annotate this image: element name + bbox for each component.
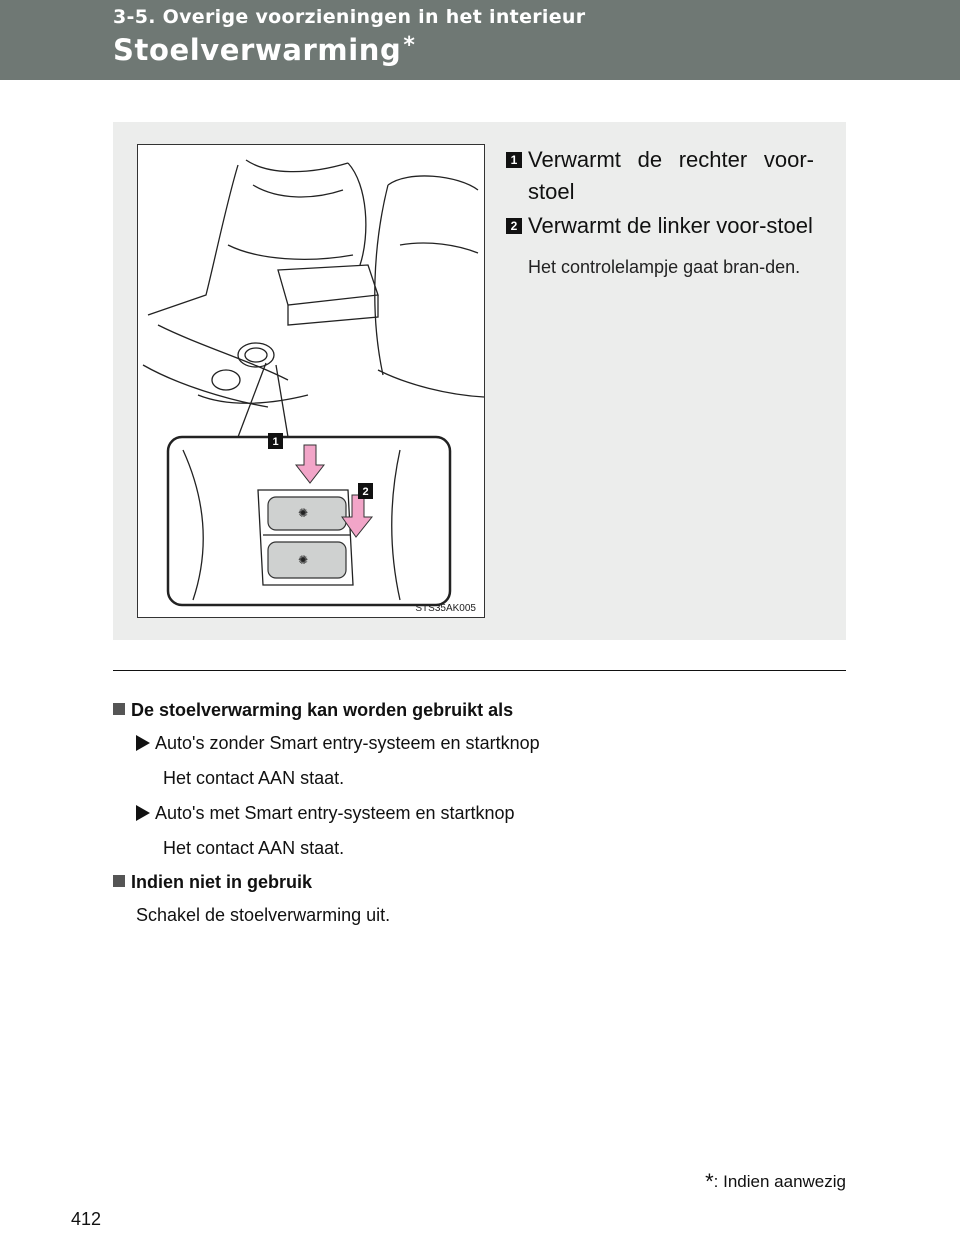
seat-heater-drawing	[138, 145, 484, 617]
condition-label-1: Auto's zonder Smart entry-systeem en startknop	[155, 733, 540, 753]
callout-leader-1	[238, 363, 266, 437]
page-title	[113, 33, 416, 67]
condition-label-2: Auto's met Smart entry-systeem en startknop	[155, 803, 515, 823]
condition-detail-1: Het contact AAN staat.	[163, 768, 345, 788]
left-seat-cushion-2	[143, 365, 268, 407]
legend-number-2: 2	[506, 218, 522, 234]
square-bullet-icon	[113, 703, 125, 715]
list-item	[113, 796, 846, 831]
press-arrow-1	[296, 445, 324, 483]
triangle-arrow-icon	[136, 735, 150, 751]
square-bullet-icon	[113, 875, 125, 887]
legend-text-2: Verwarmt de linker voor-stoel	[528, 213, 813, 238]
callout-label-2: 2	[362, 486, 369, 498]
not-in-use-body: Schakel de stoelverwarming uit.	[136, 905, 391, 925]
right-seat-stitch	[400, 243, 478, 253]
page-header	[0, 0, 960, 80]
footnote-text: : Indien aanwezig	[713, 1172, 846, 1191]
left-seat-top	[246, 160, 348, 172]
triangle-arrow-icon	[136, 805, 150, 821]
section-title: 3-5. Overige voorzieningen in het interieur	[113, 6, 586, 28]
legend-item	[504, 144, 814, 208]
left-seat-stitch-2	[228, 245, 353, 259]
condition-detail-2: Het contact AAN staat.	[163, 838, 345, 858]
left-seat-outline	[148, 165, 238, 315]
not-in-use-heading	[113, 866, 846, 898]
inset-seat-edge-right	[392, 450, 400, 600]
right-seat-cushion	[378, 370, 484, 397]
figure-legend	[504, 144, 814, 281]
page-number: 412	[71, 1209, 102, 1229]
callout-label-1: 1	[272, 436, 279, 448]
figure-panel	[113, 122, 846, 640]
cup-holder-1-inner	[245, 348, 267, 362]
indicator-note: Het controlelampje gaat bran-den.	[528, 257, 801, 277]
figure-code: STS35AK005	[415, 603, 476, 614]
inset-seat-edge	[183, 450, 203, 600]
not-in-use-heading-text: Indien niet in gebruik	[131, 872, 313, 892]
left-seat-cushion	[158, 325, 288, 380]
armrest	[278, 265, 378, 305]
usage-heading-text: De stoelverwarming kan worden gebruikt als	[131, 700, 514, 720]
cup-holder-1	[238, 343, 274, 367]
right-seat-side	[375, 185, 388, 375]
asterisk-icon: *	[705, 1169, 714, 1194]
usage-heading	[113, 694, 846, 726]
seat-heater-illustration	[137, 144, 485, 618]
footnote	[660, 1169, 846, 1195]
page-title-text: Stoelverwarming	[113, 33, 402, 67]
legend-text-1: Verwarmt de rechter voor-stoel	[528, 147, 814, 204]
left-seat-stitch-1	[253, 185, 343, 197]
title-asterisk: *	[403, 33, 416, 58]
cup-holder-2	[212, 370, 240, 390]
section-divider	[113, 670, 846, 671]
seat-heat-symbol-left: ✺	[298, 553, 309, 567]
seat-heat-symbol-right: ✺	[298, 506, 309, 520]
legend-number-1: 1	[506, 152, 522, 168]
legend-item	[504, 210, 814, 242]
right-seat-top	[388, 176, 478, 190]
list-item	[113, 726, 846, 761]
main-content	[113, 694, 846, 933]
left-seat-side	[348, 163, 366, 265]
